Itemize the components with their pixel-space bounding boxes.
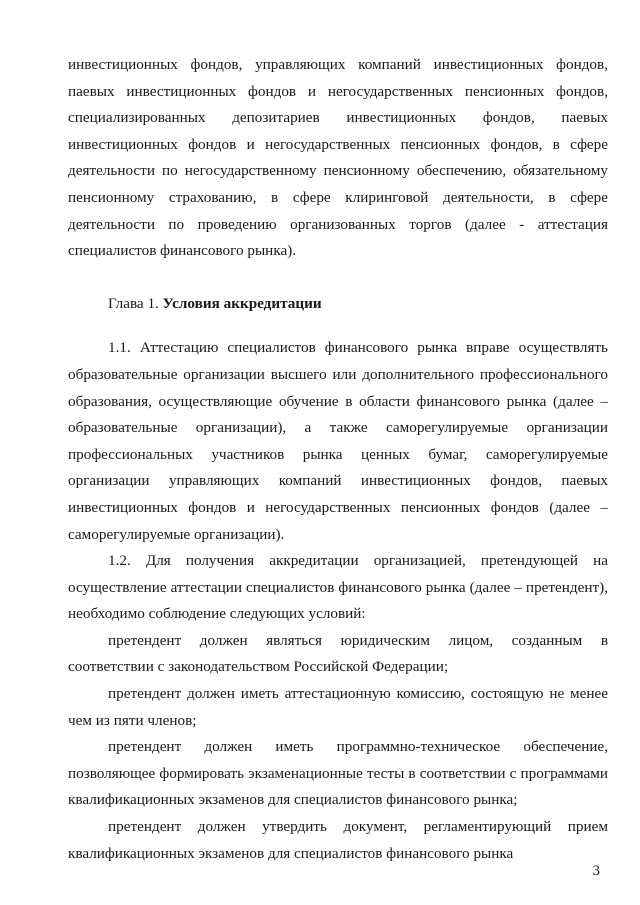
paragraph-continuation: инвестиционных фондов, управляющих компаний инвестиционных фондов, паевых инвестиционных фондов и негосударственных пенсионных фондов, специализированных депозитариев инвестиционных фондов, паевых инвестиционных фондов и негосударственных пенсионных фондов, в сфере деятельности по негосударственному пенсионному обеспечению, обязательному пенсионному страхованию, в сфере клиринговой деятельности, в сфере деятельности по проведению организованных торгов (далее - аттестация специалистов финансового рынка). (68, 56, 608, 260)
condition-software: претендент должен иметь программно-техническое обеспечение, позволяющее формировать экзаменационные тесты в соответствии с программами квалификационных экзаменов для специалистов финансового рынка; (68, 738, 608, 809)
condition-regulation-document: претендент должен утвердить документ, регламентирующий прием квалификационных экзаменов для специалистов финансового рынка (68, 818, 608, 862)
document-body (68, 52, 608, 867)
paragraph-1-1: 1.1. Аттестацию специалистов финансового рынка вправе осуществлять образовательные организации высшего или дополнительного профессионального образования, осуществляющие обучение в области финансового рынка (далее – образовательные организации), а также саморегулируемые организации профессиональных участников рынка ценных бумаг, саморегулируемые организации управляющих компаний инвестиционных фондов, паевых инвестиционных фондов и негосударственных пенсионных фондов (далее – саморегулируемые организации). (68, 339, 608, 543)
chapter-number: Глава 1. (108, 294, 159, 312)
page-number: 3 (592, 863, 600, 879)
condition-legal-entity: претендент должен являться юридическим лицом, созданным в соответствии с законодательством Российской Федерации; (68, 631, 608, 676)
chapter-heading (68, 291, 608, 318)
chapter-title: Условия аккредитации (162, 294, 322, 312)
paragraph-1-2: 1.2. Для получения аккредитации организацией, претендующей на осуществление аттестации специалистов финансового рынка (далее – претендент), необходимо соблюдение следующих условий: (68, 552, 608, 623)
condition-commission: претендент должен иметь аттестационную комиссию, состоящую не менее чем из пяти членов; (68, 685, 608, 729)
